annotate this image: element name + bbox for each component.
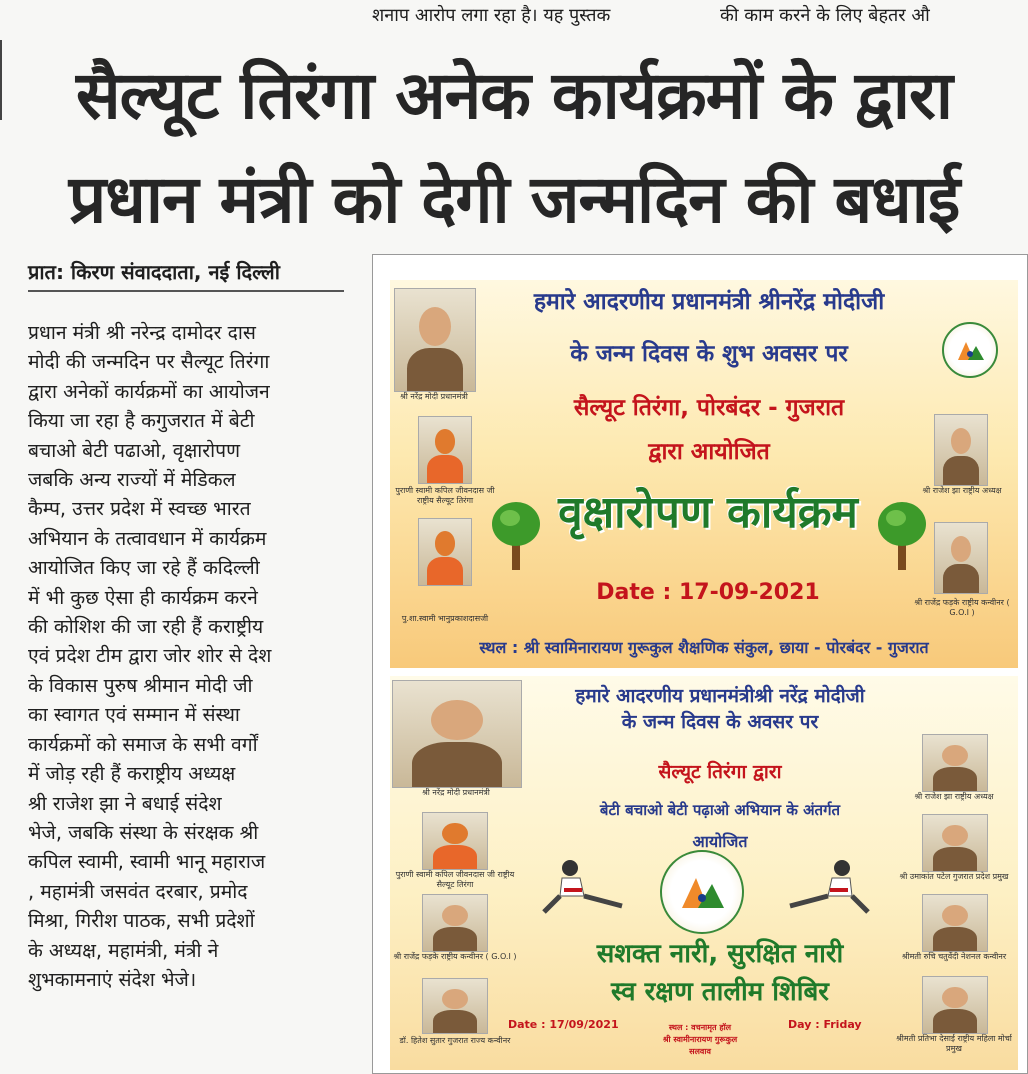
body-line: के विकास पुरुष श्रीमान मोदी जी — [28, 673, 253, 697]
photo-swami — [418, 416, 472, 484]
headline-line-1: सैल्यूट तिरंगा अनेक कार्यक्रमों के द्वारा — [75, 57, 953, 134]
body-line: अभियान के तत्वावधान में कार्यक्रम — [28, 526, 267, 550]
photo-ruchi-chaturvedi — [922, 894, 988, 952]
byline: प्रात: किरण संवाददाता, नई दिल्ली — [28, 260, 280, 284]
caption: श्री राजेंद्र फड़के राष्ट्रीय कन्वीनर ( G.O.I ) — [914, 598, 1010, 617]
headline-line-2: प्रधान मंत्री को देगी जन्मदिन की बधाई — [68, 161, 960, 238]
body-line: के अध्यक्ष, महामंत्री, मंत्री ने — [28, 938, 219, 962]
caption: पुराणी स्वामी कपिल जीवनदास जी राष्ट्रीय सैल्यूट तिरंगा — [395, 870, 515, 889]
poster1-date: Date : 17-09-2021 — [596, 580, 820, 605]
poster2-slogan1: सशक्त नारी, सुरक्षित नारी — [596, 939, 844, 969]
poster1-line1: हमारे आदरणीय प्रधानमंत्री श्रीनरेंद्र मोदीजी — [533, 289, 885, 315]
poster1-line4: द्वारा आयोजित — [648, 439, 770, 465]
body-line: बचाओ बेटी पढाओ, वृक्षारोपण — [28, 438, 241, 462]
top-strip — [0, 0, 1028, 28]
body-line: कार्यक्रमों को समाज के सभी वर्गों — [28, 732, 258, 756]
poster1-line2: के जन्म दिवस के शुभ अवसर पर — [570, 341, 848, 367]
caption: श्री राजेश झा राष्ट्रीय अध्यक्ष — [914, 792, 994, 801]
poster2-venue2: श्री स्वामीनारायण गुरूकुल — [662, 1035, 738, 1044]
poster2-slogan2: स्व रक्षण तालीम शिबिर — [611, 977, 829, 1007]
karate-figure-icon — [540, 856, 626, 920]
caption: श्री उमाकांत पटेल गुजरात प्रदेश प्रमुख — [899, 872, 1009, 881]
body-line: प्रधान मंत्री श्री नरेन्द्र दामोदर दास — [28, 321, 256, 344]
body-line: का स्वागत एवं सम्मान में संस्था — [28, 703, 240, 727]
body-line: में भी कुछ ऐसा ही कार्यक्रम करने — [28, 585, 258, 609]
top-strip-left: शनाप आरोप लगा रहा है। यह पुस्तक — [372, 5, 611, 26]
article-body — [28, 318, 346, 994]
poster2-line4: बेटी बचाओ बेटी पढ़ाओ अभियान के अंतर्गत — [599, 801, 841, 819]
body-line: भेजे, जबकि संस्था के संरक्षक श्री — [28, 820, 259, 844]
photo-modi — [394, 288, 476, 392]
body-line: किया जा रहा है कगुजरात में बेटी — [28, 409, 255, 433]
tree-icon — [876, 500, 928, 572]
caption: श्रीमती प्रतिभा देसाई राष्ट्रीय महिला मोर्चा प्रमुख — [896, 1034, 1012, 1053]
poster2-line3: सैल्यूट तिरंगा द्वारा — [658, 761, 782, 783]
poster2-line2: के जन्म दिवस के अवसर पर — [621, 711, 819, 733]
photo-modi — [392, 680, 522, 788]
poster2-day: Day : Friday — [788, 1018, 862, 1031]
photo-swami — [422, 812, 488, 870]
caption: पु.शा.स्वामी भानुप्रकाशदासजी — [401, 614, 489, 623]
photo-rajendra-phadke — [934, 522, 988, 594]
byline-rule — [28, 290, 344, 292]
photo-umakant-patel — [922, 814, 988, 872]
body-line: एवं प्रदेश टीम द्वारा जोर शोर से देश — [28, 644, 272, 668]
body-line: कैम्प, उत्तर प्रदेश में स्वच्छ भारत — [28, 497, 251, 521]
salute-tiranga-logo — [942, 322, 998, 378]
caption: पुराणी स्वामी कपिल जीवनदास जी राष्ट्रीय सैल्यूट तिरंगा — [395, 486, 495, 505]
body-line: में जोड़ रही हैं कराष्ट्रीय अध्यक्ष — [28, 762, 236, 786]
karate-figure-icon — [786, 856, 872, 920]
photo-rajesh-jha — [922, 734, 988, 792]
photo-hitesh-sutar — [422, 978, 488, 1034]
photo-pratibha-desai — [922, 976, 988, 1034]
caption: श्रीमती रुचि चतुर्वेदी नेशनल कन्वीनर — [901, 952, 1007, 961]
poster2-line5: आयोजित — [692, 832, 748, 851]
body-line: शुभकामनाएं संदेश भेजे। — [28, 967, 197, 991]
poster1-venue: स्थल : श्री स्वामिनारायण गुरूकुल शैक्षणिक संकुल, छाया - पोरबंदर - गुजरात — [479, 638, 929, 657]
poster-beti-bachao — [390, 676, 1018, 1070]
poster2-line1: हमारे आदरणीय प्रधानमंत्रीश्री नरेंद्र मोदीजी — [575, 685, 865, 707]
caption: श्री नरेंद्र मोदी प्रधानमंत्री — [422, 788, 490, 797]
top-strip-right: की काम करने के लिए बेहतर औ — [720, 5, 930, 26]
body-line: श्री राजेश झा ने बधाई संदेश — [28, 791, 222, 815]
body-line: मिश्रा, गिरीश पाठक, सभी प्रदेशों — [28, 909, 255, 933]
body-line: कपिल स्वामी, स्वामी भानू महाराज — [28, 850, 266, 874]
poster1-title: वृक्षारोपण कार्यक्रम — [558, 487, 858, 538]
poster2-venue3: सलवाव — [689, 1047, 711, 1056]
salute-tiranga-logo — [660, 850, 744, 934]
body-line: की कोशिश की जा रही हैं कराष्ट्रीय — [28, 615, 264, 639]
poster1-line3: सैल्यूट तिरंगा, पोरबंदर - गुजरात — [573, 395, 845, 421]
tree-icon — [490, 500, 542, 572]
body-line: जबकि अन्य राज्यों में मेडिकल — [28, 468, 236, 492]
caption: श्री राजेश झा राष्ट्रीय अध्यक्ष — [922, 486, 1002, 495]
poster-tree-plantation — [390, 280, 1018, 668]
body-line: , महामंत्री जसवंत दरबार, प्रमोद — [28, 879, 248, 903]
body-line: द्वारा अनेकों कार्यक्रमों का आयोजन — [28, 379, 270, 403]
caption: श्री राजेंद्र फड़के राष्ट्रीय कन्वीनर ( G.O.I ) — [393, 952, 517, 961]
poster2-date: Date : 17/09/2021 — [508, 1018, 619, 1031]
body-line: आयोजित किए जा रहे हैं कदिल्ली — [28, 556, 260, 580]
caption: डॉ. हितेश सुतार गुजरात राज्य कन्वीनर — [399, 1036, 511, 1045]
caption: श्री नरेंद्र मोदी प्रधानमंत्री — [400, 392, 468, 401]
photo-swami-2 — [418, 518, 472, 586]
poster2-venue1: स्थल : वचनामृत हॉल — [668, 1023, 732, 1032]
photo-rajendra-phadke — [422, 894, 488, 952]
body-line: मोदी की जन्मदिन पर सैल्यूट तिरंगा — [28, 350, 270, 374]
